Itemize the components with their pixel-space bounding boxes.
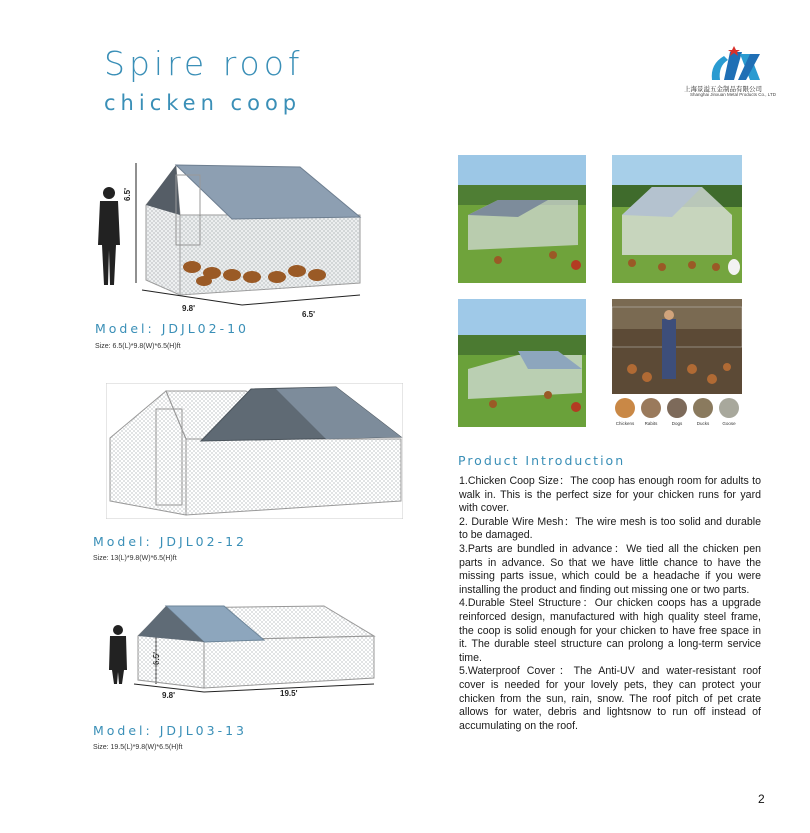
page-number: 2 (758, 792, 765, 806)
dim-length-label: 6.5' (302, 310, 316, 319)
intro-paragraph: 4.Durable Steel Structure：Our chicken coops has a upgrade reinforced design, manufactured with high quality steel frame, the coop is solid enough for your chicken to have free space in it. The durable steel structure can prolong a long-term service time. (459, 597, 761, 664)
product-introduction-body (459, 475, 761, 733)
svg-text:Chickens: Chickens (615, 421, 635, 426)
intro-paragraph: 5.Waterproof Cover：The Anti-UV and water-resistant roof cover is needed for your lovely pets, they can protect your chicken from the sun, rain, snow. The roof pitch of pet crate allows for water, debris and lightsnow to run off instead of accumulating on the roof. (459, 665, 761, 732)
svg-text:Rabits: Rabits (644, 421, 658, 426)
photo-coop-field-2 (612, 155, 742, 283)
model-label-1: Model: JDJL02-10 (95, 321, 249, 336)
size-label-2: Size: 13(L)*9.8(W)*6.5(H)ft (93, 555, 177, 562)
intro-paragraph: 3.Parts are bundled in advance：We tied all the chicken pen parts in advance. So that we have little chance to have the missing parts issue, which could be a headache if you were installing the product and finding out missing one or two parts. (459, 542, 761, 596)
coop-jdjl03-13-image (104, 600, 379, 700)
goose-icon (719, 398, 739, 418)
model-label-3: Model: JDJL03-13 (93, 723, 247, 738)
page-title: Spire roof (104, 44, 304, 83)
size-label-3: Size: 19.5(L)*9.8(W)*6.5(H)ft (93, 744, 183, 751)
chicken-icon (615, 398, 635, 418)
svg-text:Dogs: Dogs (671, 421, 683, 426)
svg-text:Ducks: Ducks (696, 421, 710, 426)
intro-paragraph: 1.Chicken Coop Size：The coop has enough room for adults to walk in. This is the perfect size for your chicken runs for yard with cover. (459, 475, 761, 515)
dim-height-label: 6.5' (123, 187, 132, 201)
svg-text:Goose: Goose (722, 421, 736, 426)
person-silhouette-icon (98, 187, 120, 285)
coop-jdjl02-10-image (92, 155, 364, 325)
animal-icons-row (612, 396, 742, 428)
logo-english-name: Shanghai Jinxuan Metal Products Co., LTD (690, 92, 776, 97)
photo-coop-field-3 (458, 299, 586, 427)
dim-width-label: 9.8' (162, 691, 176, 700)
duck-icon (693, 398, 713, 418)
intro-paragraph: 2. Durable Wire Mesh：The wire mesh is too solid and durable to be damaged. (459, 515, 761, 542)
dog-icon (667, 398, 687, 418)
product-introduction-heading: Product Introduction (458, 453, 626, 468)
model-label-2: Model: JDJL02-12 (93, 534, 247, 549)
rabbit-icon (641, 398, 661, 418)
person-silhouette-icon (109, 625, 127, 684)
photo-farmer-coop (612, 299, 742, 394)
page-subtitle: chicken coop (104, 91, 302, 115)
logo-chinese-name: 上海景溢五金制品有限公司 (684, 86, 762, 93)
dim-length-label: 19.5' (280, 689, 298, 698)
photo-coop-field-1 (458, 155, 586, 283)
size-label-1: Size: 6.5(L)*9.8(W)*6.5(H)ft (95, 343, 181, 350)
coop-jdjl02-12-image (106, 383, 403, 519)
dim-width-label: 9.8' (182, 304, 196, 313)
